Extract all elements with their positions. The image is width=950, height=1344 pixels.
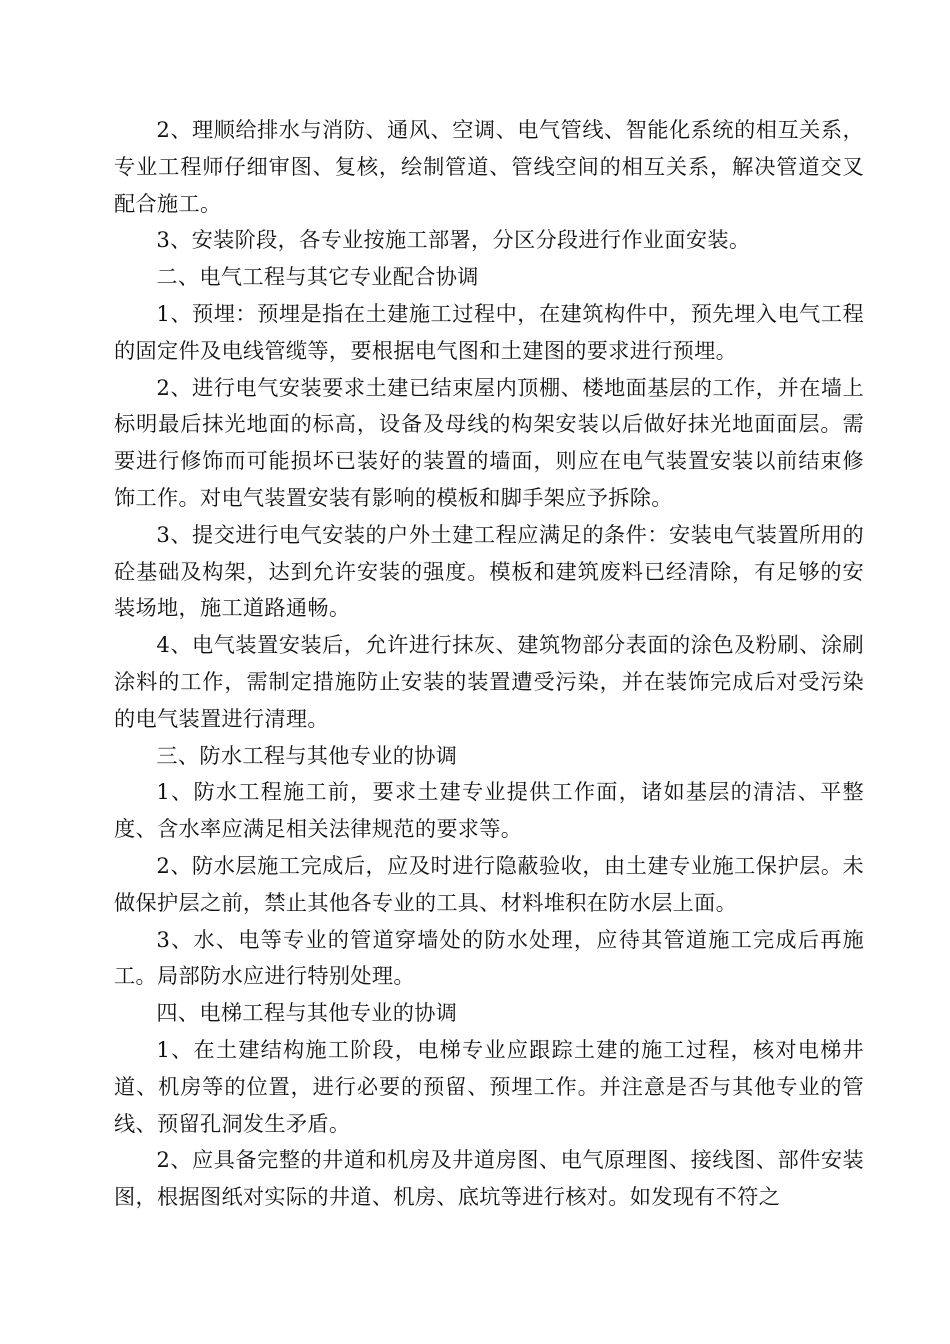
section-heading-elevator: 四、电梯工程与其他专业的协调 [156,1000,458,1026]
paragraph-waterproofing-prerequisites: 1、防水工程施工前，要求土建专业提供工作面，诸如基层的清洁、平整度、含水率应满足相关法律规范的要求等。 [114,779,864,842]
paragraph-waterproofing-protection: 2、防水层施工完成后，应及时进行隐蔽验收，由土建专业施工保护层。未做保护层之前，禁止其他各专业的工具、材料堆积在防水层上面。 [114,852,864,915]
paragraph-elevator-structural-stage: 1、在土建结构施工阶段，电梯专业应跟踪土建的施工过程，核对电梯井道、机房等的位置，进行必要的预留、预埋工作。并注意是否与其他专业的管线、预留孔洞发生矛盾。 [114,1036,864,1136]
paragraph-embedding: 1、预埋：预埋是指在土建施工过程中，在建筑构件中，预先埋入电气工程的固定件及电线管缆等，要根据电气图和土建图的要求进行预埋。 [114,300,864,363]
paragraph-pipe-penetration: 3、水、电等专业的管道穿墙处的防水处理，应待其管道施工完成后再施工。局部防水应进行特别处理。 [114,926,864,989]
section-heading-waterproofing: 三、防水工程与其他专业的协调 [156,742,458,768]
paragraph-outdoor-civil-conditions: 3、提交进行电气安装的户外土建工程应满足的条件：安装电气装置所用的砼基础及构架，达到允许安装的强度。模板和建筑废料已经清除，有足够的安装场地，施工道路通畅。 [114,521,864,621]
paragraph-drainage-coordination: 2、理顺给排水与消防、通风、空调、电气管线、智能化系统的相互关系，专业工程师仔细审图、复核，绘制管道、管线空间的相互关系，解决管道交叉配合施工。 [114,117,864,216]
document-body [114,112,864,1216]
paragraph-electrical-installation-requirements: 2、进行电气安装要求土建已结束屋内顶棚、楼地面基层的工作，并在墙上标明最后抹光地面的标高，设备及母线的构架安装以后做好抹光地面面层。需要进行修饰而可能损坏已装好的装置的墙面，则应在电气装置安装以前结束修饰工作。对电气装置安装有影响的模板和脚手架应予拆除。 [114,374,864,510]
paragraph-installation-stage: 3、安装阶段，各专业按施工部署，分区分段进行作业面安装。 [156,227,751,253]
section-heading-electrical: 二、电气工程与其它专业配合协调 [156,264,479,290]
paragraph-elevator-drawings: 2、应具备完整的井道和机房及井道房图、电气原理图、接线图、部件安装图，根据图纸对实际的井道、机房、底坑等进行核对。如发现有不符之 [114,1147,864,1210]
paragraph-post-installation-finishing: 4、电气装置安装后，允许进行抹灰、建筑物部分表面的涂色及粉刷、涂刷涂料的工作，需制定措施防止安装的装置遭受污染，并在装饰完成后对受污染的电气装置进行清理。 [114,632,864,731]
